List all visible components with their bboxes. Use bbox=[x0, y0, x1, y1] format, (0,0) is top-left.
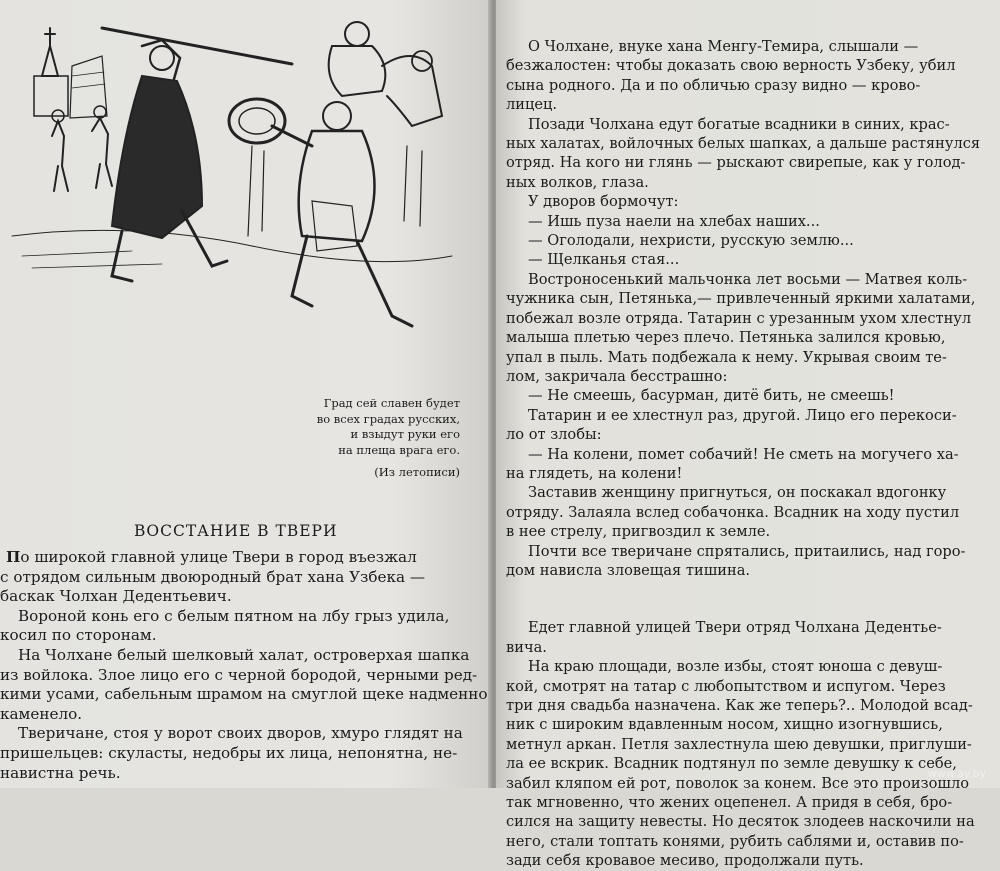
text-line: косил по сторонам. bbox=[0, 626, 157, 645]
text-line: На краю площади, возле избы, стоят юноша с девуш- bbox=[528, 658, 943, 676]
text-line: каменело. bbox=[0, 704, 83, 723]
text-line: забил кляпом ей рот, поволок за конем. Все это произошло bbox=[506, 774, 969, 792]
watermark: www.ay.by bbox=[927, 767, 986, 780]
battle-illustration bbox=[12, 6, 452, 346]
text-line: отряд. На кого ни глянь — рыскают свирепые, как у голод- bbox=[506, 154, 966, 172]
text-line: Вороной конь его с белым пятном на лбу грыз удила, bbox=[18, 606, 450, 625]
text-line: из войлока. Злое лицо его с черной бородой, черными ред- bbox=[0, 665, 478, 684]
text-line: лом, закричала бесстрашно: bbox=[506, 367, 728, 385]
text-line: У дворов бормочут: bbox=[528, 193, 679, 211]
epigraph-line: и взыдут руки его bbox=[350, 427, 460, 441]
text-line: упал в пыль. Мать подбежала к нему. Укрывая своим те- bbox=[506, 348, 947, 366]
text-line: ло от злобы: bbox=[506, 426, 602, 444]
text-line: чужника сын, Петянька,— привлеченный яркими халатами, bbox=[506, 290, 976, 308]
text-line: Позади Чолхана едут богатые всадники в синих, крас- bbox=[528, 115, 950, 133]
left-page bbox=[0, 0, 492, 788]
text-line: ник с широким вдавленным носом, хищно изогнувшись, bbox=[506, 716, 943, 734]
text-line: сына родного. Да и по обличью сразу видно — крово- bbox=[506, 76, 921, 94]
text-line: — Щелканья стая... bbox=[528, 251, 680, 269]
right-page bbox=[496, 0, 1000, 870]
epigraph-source: (Из летописи) bbox=[374, 465, 460, 479]
text-line: вича. bbox=[506, 638, 547, 656]
epigraph-line: во всех градах русских, bbox=[316, 411, 460, 426]
epigraph-line: Град сей славен будет bbox=[323, 396, 460, 410]
text-line: в нее стрелу, пригвоздил к земле. bbox=[506, 523, 771, 541]
text-line: О Чолхане, внуке хана Менгу-Темира, слышали — bbox=[528, 38, 919, 55]
text-line: него, стали топтать конями, рубить саблями и, оставив по- bbox=[506, 832, 964, 850]
text-line: Татарин и ее хлестнул раз, другой. Лицо его перекоси- bbox=[528, 406, 957, 424]
text-line: баскак Чолхан Дедентьевич. bbox=[0, 587, 232, 606]
text-line: ных волков, глаза. bbox=[506, 173, 649, 191]
text-line: безжалостен: чтобы доказать свою верность Узбеку, убил bbox=[506, 57, 956, 75]
epigraph bbox=[300, 396, 460, 481]
text-line: Тверичане, стоя у ворот своих дворов, хмуро глядят на bbox=[18, 724, 463, 743]
text-line: кими усами, сабельным шрамом на смуглой щеке надменно bbox=[0, 685, 488, 704]
text-line: — На колени, помет собачий! Не сметь на могучего ха- bbox=[528, 445, 959, 463]
text-line: — Не смеешь, басурман, дитё бить, не смеешь! bbox=[528, 387, 895, 405]
text-line: навистна речь. bbox=[0, 763, 121, 782]
chapter-title: ВОССТАНИЕ В ТВЕРИ bbox=[134, 522, 338, 540]
text-line: на глядеть, на колени! bbox=[506, 464, 683, 482]
text-line: На Чолхане белый шелковый халат, островерхая шапка bbox=[18, 645, 470, 664]
text-line: отряду. Залаяла вслед собачонка. Всадник на ходу пустил bbox=[506, 503, 960, 521]
text-line: с отрядом сильным двоюродный брат хана Узбека — bbox=[0, 567, 426, 586]
text-line: кой, смотрят на татар с любопытством и испугом. Через bbox=[506, 677, 946, 695]
text-line: По широкой главной улице Твери в город въезжал bbox=[6, 548, 417, 566]
text-line: Почти все тверичане спрятались, притаились, над горо- bbox=[528, 542, 966, 560]
text-line: побежал возле отряда. Татарин с урезанным ухом хлестнул bbox=[506, 309, 972, 327]
text-line: дом нависла зловещая тишина. bbox=[506, 561, 751, 579]
text-line: Востроносенький мальчонка лет восьми — Матвея коль- bbox=[528, 270, 968, 288]
text-line: так мгновенно, что жених оцепенел. А придя в себя, бро- bbox=[506, 794, 953, 812]
right-body-text bbox=[506, 37, 981, 871]
left-body-text bbox=[0, 548, 488, 783]
text-line: Заставив женщину пригнуться, он поскакал вдогонку bbox=[528, 484, 947, 502]
text-line: зади себя кровавое месиво, продолжали путь. bbox=[506, 852, 864, 870]
text-line: пришельцев: скуласты, недобры их лица, непонятна, не- bbox=[0, 743, 458, 762]
section-break bbox=[506, 580, 976, 618]
text-line: ла ее вскрик. Всадник подтянул по земле девушку к себе, bbox=[506, 755, 957, 773]
text-line: — Ишь пуза наели на хлебах наших... bbox=[528, 212, 820, 230]
epigraph-line: на плеща врага его. bbox=[338, 442, 460, 457]
text-line: ных халатах, войлочных белых шапках, а дальше растянулся bbox=[506, 135, 981, 153]
text-line: три дня свадьба назначена. Как же теперь?.. Молодой всад- bbox=[506, 697, 973, 714]
text-line: Едет главной улицей Твери отряд Чолхана Дедентье- bbox=[528, 619, 942, 637]
text-line: — Оголодали, нехристи, русскую землю... bbox=[528, 232, 854, 250]
text-line: метнул аркан. Петля захлестнула шею девушки, приглуши- bbox=[506, 735, 972, 753]
text-line: лицец. bbox=[506, 96, 558, 114]
text-line: сился на защиту невесты. Но десяток злодеев наскочили на bbox=[506, 813, 975, 831]
text-line: малыша плетью через плечо. Петянька залился кровью, bbox=[506, 329, 946, 347]
